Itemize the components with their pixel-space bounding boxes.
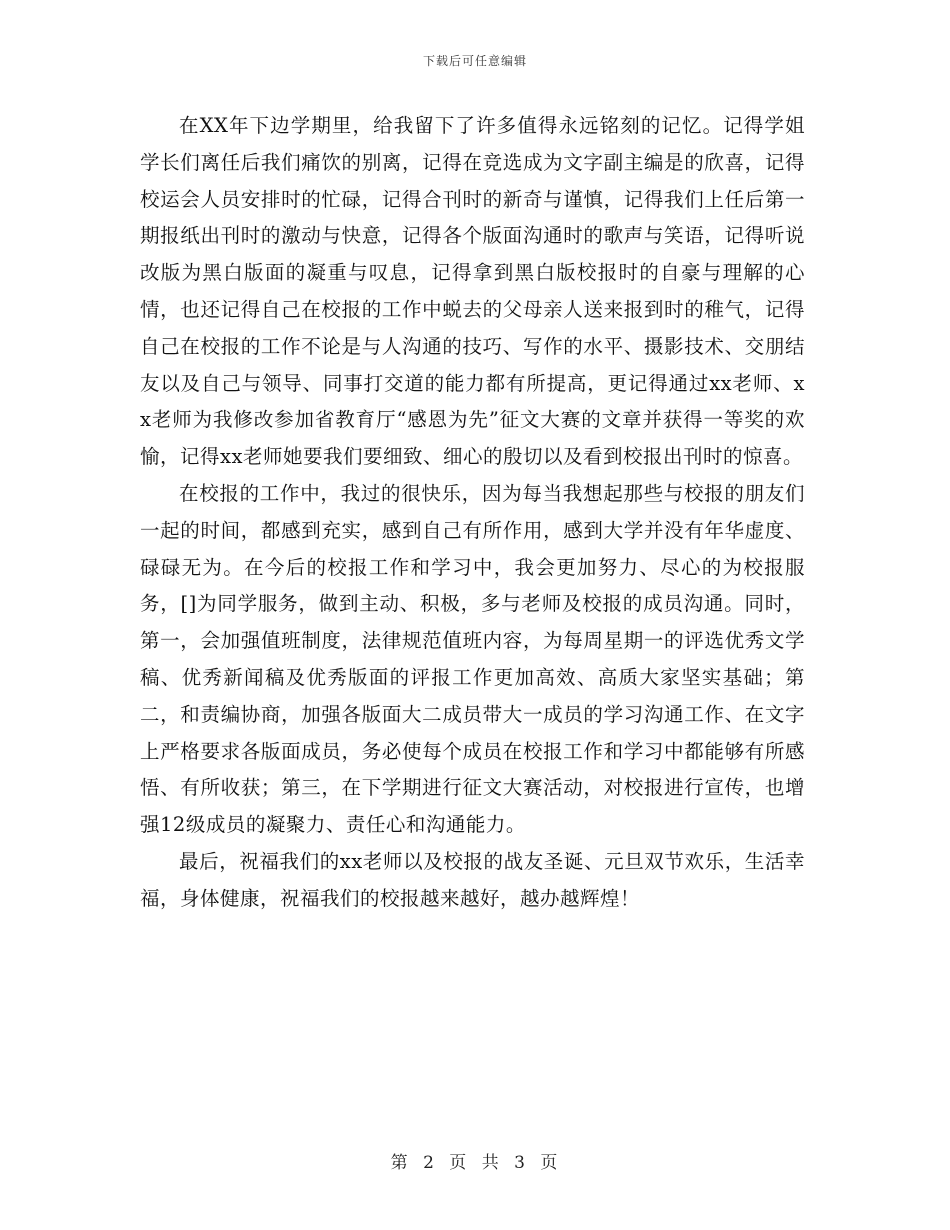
page-header: 下载后可任意编辑 bbox=[422, 54, 527, 68]
page-number-footer: 第 2 页 共 3 页 bbox=[390, 1153, 560, 1173]
paragraph-1: 在XX年下边学期里，给我留下了许多值得永远铭刻的记忆。记得学姐学长们离任后我们痛饮的别离，记得在竞选成为文字副主编是的欣喜，记得校运会人员安排时的忙碌，记得合刊时的新奇与谨慎，记得我们上任后第一期报纸出刊时的激动与快意，记得各个版面沟通时的歌声与笑语，记得听说改版为黑白版面的凝重与叹息，记得拿到黑白版校报时的自豪与理解的心情，也还记得自己在校报的工作中蜕去的父母亲人送来报到时的稚气，记得自己在校报的工作不论是与人沟通的技巧、写作的水平、摄影技术、交朋结友以及自己与领导、同事打交道的能力都有所提高，更记得通过xx老师、xx老师为我修改参加省教育厅“感恩为先”征文大赛的文章并获得一等奖的欢愉，记得xx老师她要我们要细致、细心的殷切以及看到校报出刊时的惊喜。 bbox=[140, 114, 805, 469]
body-text bbox=[140, 108, 805, 918]
paragraph-3: 最后，祝福我们的xx老师以及校报的战友圣诞、元旦双节欢乐，生活幸福，身体健康，祝福我们的校报越来越好，越办越辉煌！ bbox=[140, 849, 805, 910]
paragraph-2: 在校报的工作中，我过的很快乐，因为每当我想起那些与校报的朋友们一起的时间，都感到充实，感到自己有所作用，感到大学并没有年华虚度、碌碌无为。在今后的校报工作和学习中，我会更加努力、尽心的为校报服务，[]为同学服务，做到主动、积极，多与老师及校报的成员沟通。同时，第一，会加强值班制度，法律规范值班内容，为每周星期一的评选优秀文学稿、优秀新闻稿及优秀版面的评报工作更加高效、高质大家坚实基础；第二，和责编协商，加强各版面大二成员带大一成员的学习沟通工作、在文字上严格要求各版面成员，务必使每个成员在校报工作和学习中都能够有所感悟、有所收获；第三，在下学期进行征文大赛活动，对校报进行宣传，也增强12级成员的凝聚力、责任心和沟通能力。 bbox=[140, 481, 805, 837]
